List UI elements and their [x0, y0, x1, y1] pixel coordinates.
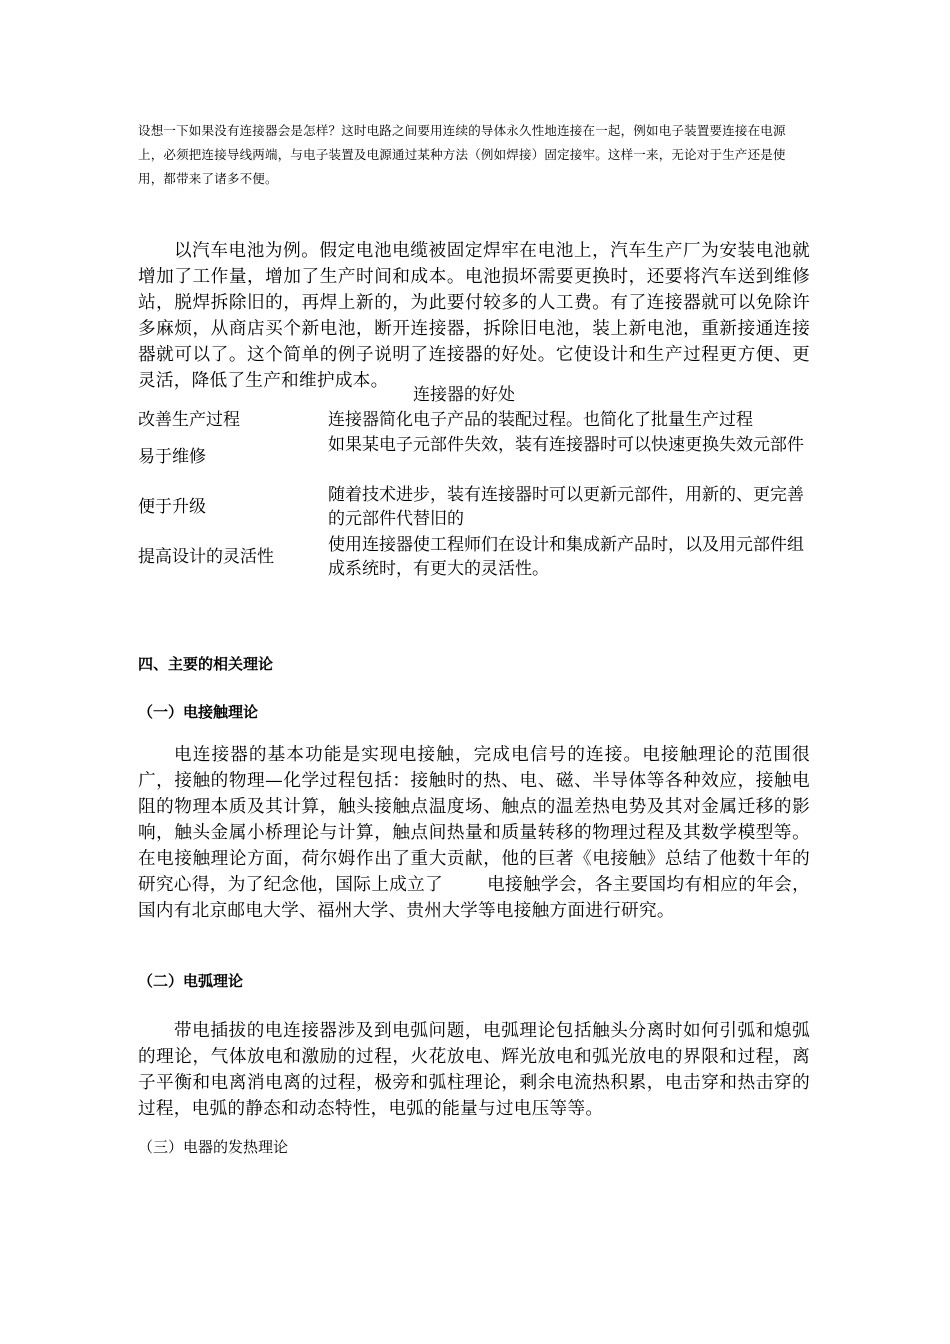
- table-row-description: 使用连接器使工程师们在设计和集成新产品时，以及用元部件组成系统时，有更大的灵活性。: [328, 535, 804, 579]
- subsection-heading-contact-theory: （一）电接触理论: [138, 703, 259, 721]
- table-row-label: 提高设计的灵活性: [138, 547, 274, 567]
- table-row-label: 便于升级: [138, 497, 206, 517]
- subsection-heading-arc-theory: （二）电弧理论: [138, 972, 244, 990]
- contact-theory-paragraph: [138, 742, 810, 924]
- arc-theory-paragraph: 带电插拔的电连接器涉及到电弧问题，电弧理论包括触头分离时如何引弧和熄弧的理论，气体放电和激励的过程，火花放电、辉光放电和弧光放电的界限和过程，离子平衡和电离消电离的过程，极旁和弧柱理论，剩余电流热积累，电击穿和热击穿的过程，电弧的静态和动态特性，电弧的能量与过电压等等。: [138, 1021, 810, 1119]
- contact-theory-text-part1: 电连接器的基本功能是实现电接触，完成电信号的连接。电接触理论的范围很广，接触的物理—化学过程包括：接触时的热、电、磁、半导体等各种效应，接触电阻的物理本质及其计算，触头接触点温度场、触点的温差热电势及其对金属迁移的影响，触头金属小桥理论与计算，触点间热量和质量转移的物理过程及其数学模型等。在电接触理论方面，荷尔姆作出了重大贡献，他的巨著《电接触》总结了他数十年的研究心得，为了纪念他，国际上成立了: [138, 745, 810, 895]
- section-heading: 四、主要的相关理论: [138, 655, 274, 673]
- table-row-description: 连接器简化电子产品的装配过程。也简化了批量生产过程: [328, 410, 753, 430]
- car-example-paragraph: 以汽车电池为例。假定电池电缆被固定焊牢在电池上，汽车生产厂为安装电池就增加了工作量，增加了生产时间和成本。电池损坏需要更换时，还要将汽车送到维修站，脱焊拆除旧的，再焊上新的，为此要付较多的人工费。有了连接器就可以免除许多麻烦，从商店买个新电池，断开连接器，拆除旧电池，装上新电池，重新接通连接器就可以了。这个简单的例子说明了连接器的好处。它使设计和生产过程更方便、更灵活，降低了生产和维护成本。: [138, 241, 810, 391]
- intro-paragraph: 设想一下如果没有连接器会是怎样？这时电路之间要用连续的导体永久性地连接在一起，例如电子装置要连接在电源上，必须把连接导线两端，与电子装置及电源通过某种方法（例如焊接）固定接牢。这样一来，无论对于生产还是使用，都带来了诸多不便。: [138, 123, 786, 186]
- table-title: 连接器的好处: [413, 385, 515, 405]
- contact-theory-text-part2: 电接触学会，各主要国均有相应的年会，国内有北京邮电大学、福州大学、贵州大学等电接触方面进行研究。: [138, 875, 810, 921]
- table-row-description: 随着技术进步，装有连接器时可以更新元部件，用新的、更完善的元部件代替旧的: [328, 485, 804, 529]
- subsection-heading-heating-theory: （三）电器的发热理论: [138, 1138, 289, 1156]
- table-row-label: 改善生产过程: [138, 410, 240, 430]
- table-row-label: 易于维修: [138, 447, 206, 467]
- table-row-description: 如果某电子元部件失效，装有连接器时可以快速更换失效元部件: [328, 435, 804, 455]
